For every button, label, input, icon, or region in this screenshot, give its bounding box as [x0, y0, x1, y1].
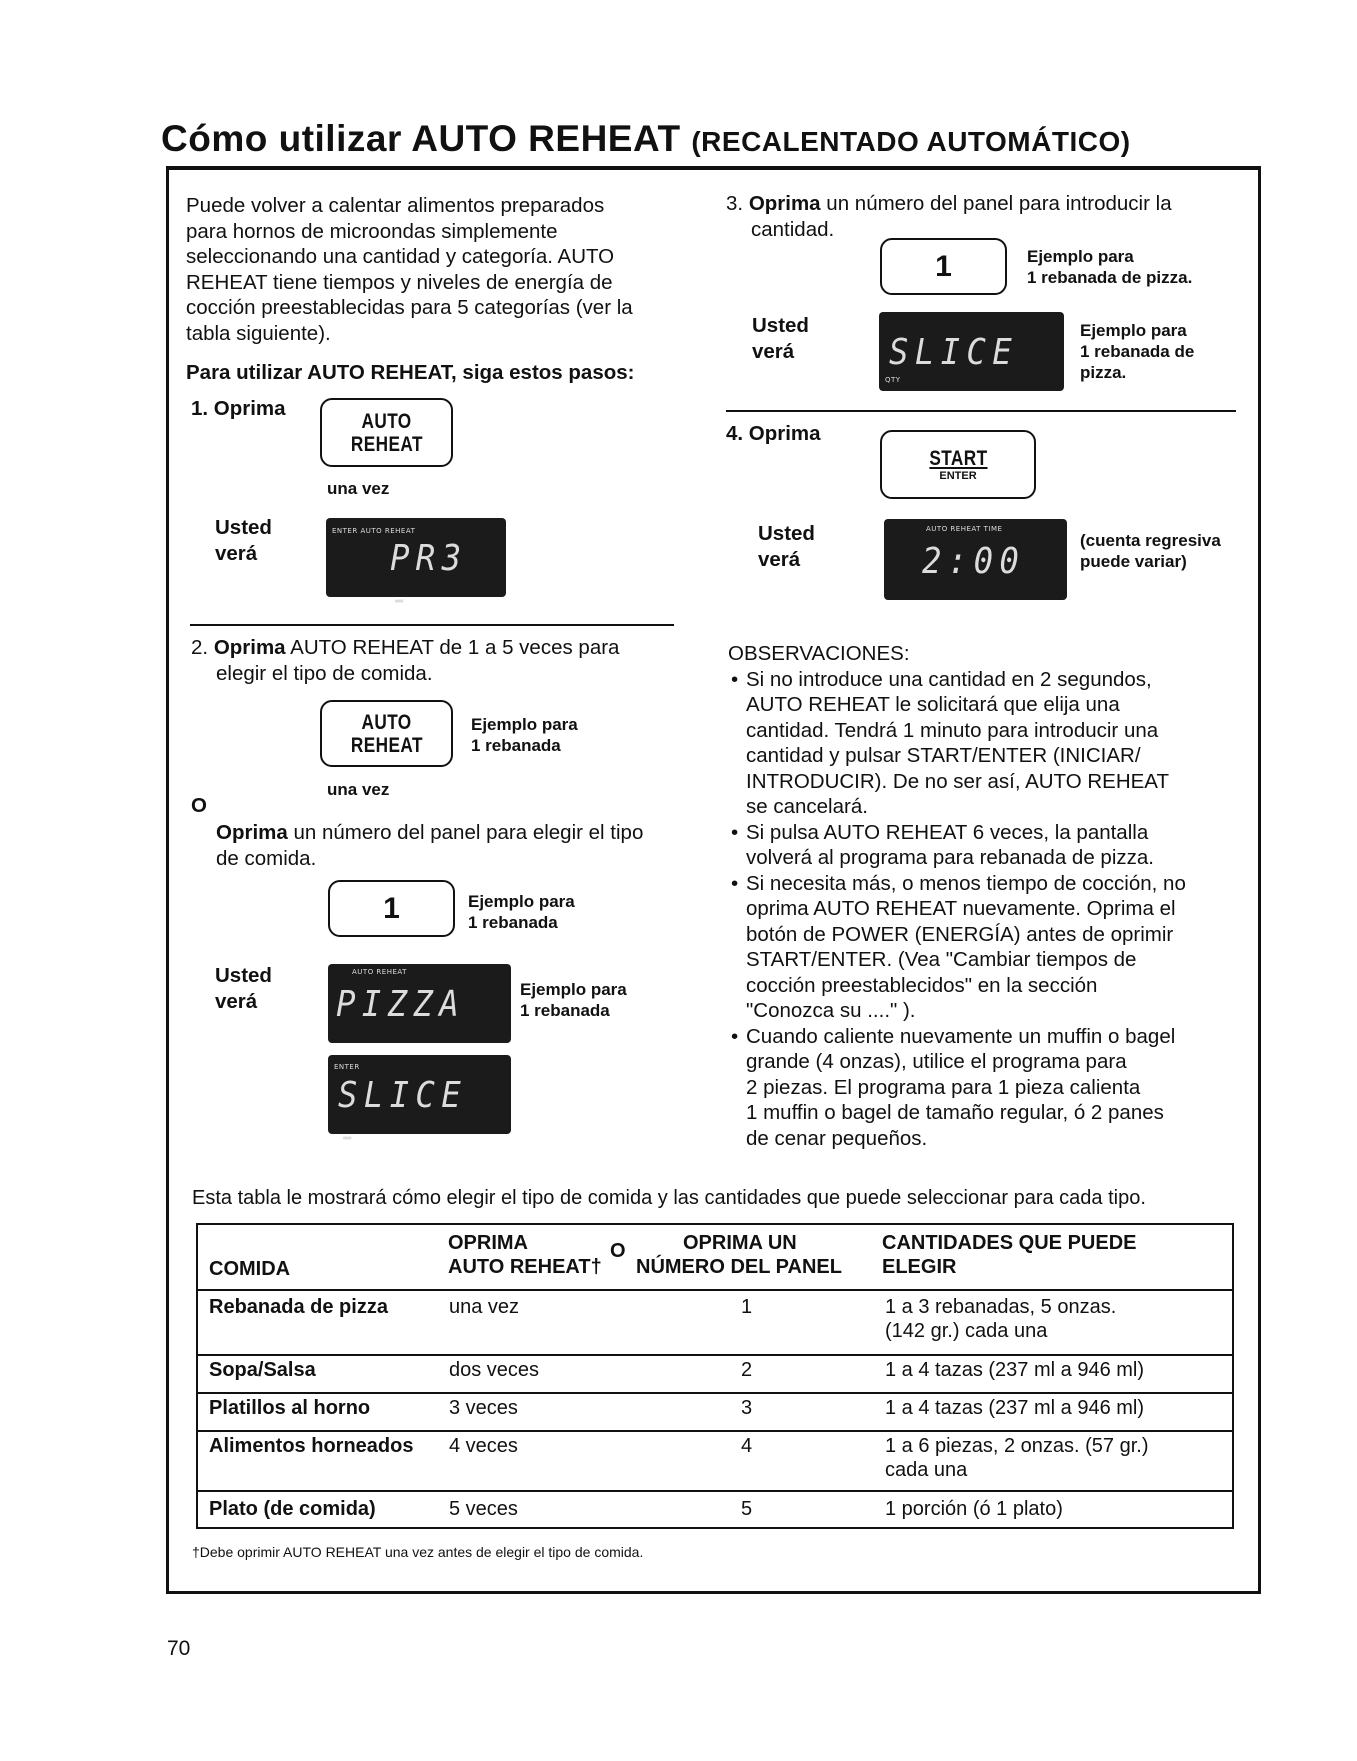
table-cell: 3 veces	[449, 1397, 518, 1419]
vera-text: verá	[752, 339, 795, 363]
button-label: REHEAT	[350, 432, 423, 456]
button-label: REHEAT	[350, 733, 423, 757]
auto-reheat-button	[320, 398, 453, 467]
example-line: Ejemplo para	[1027, 247, 1134, 266]
oven-display	[328, 1055, 511, 1157]
table-rule	[196, 1354, 1234, 1356]
title-main: Cómo utilizar AUTO REHEAT	[161, 118, 681, 159]
title-sub: (RECALENTADO AUTOMÁTICO)	[691, 126, 1131, 157]
button-label: 1	[383, 891, 400, 925]
display-indicator: ENTER AUTO REHEAT	[332, 527, 416, 535]
intro-line: Puede volver a calentar alimentos preparados	[186, 194, 605, 217]
table-rule	[196, 1430, 1234, 1432]
or-label: O	[191, 794, 207, 817]
table-cell: 5	[741, 1498, 753, 1520]
table-rule	[196, 1289, 1234, 1291]
observation-item: • Cuando caliente nuevamente un muffin o bagel grande (4 onzas), utilice el programa para 2 piezas. El programa para 1 pieza calienta 1 muffin o bagel de tamaño regular, ó 2 panes de cenar pequeños.	[731, 1024, 1176, 1150]
example-line: 1 rebanada	[520, 1001, 610, 1020]
col-header-oprima: OPRIMA AUTO REHEAT†	[448, 1232, 602, 1278]
oprima-bold: Oprima	[213, 636, 286, 659]
example-line: Ejemplo para	[1080, 321, 1187, 340]
step2-example	[471, 714, 578, 756]
number-example	[468, 891, 575, 933]
step3-line: cantidad.	[751, 217, 835, 241]
example-line: 1 rebanada de pizza.	[1027, 268, 1193, 287]
step3-example	[1027, 246, 1192, 288]
step1-label: 1. Oprima	[191, 397, 286, 420]
example-line: Ejemplo para	[520, 980, 627, 999]
step3-number: 3.	[726, 192, 744, 215]
note-line: puede variar)	[1080, 552, 1187, 571]
table-intro: Esta tabla le mostrará cómo elegir el tipo de comida y las cantidades que puede seleccionar para cada tipo.	[192, 1187, 1146, 1209]
oprima-bold: Oprima	[216, 821, 288, 844]
usted-label	[758, 521, 815, 572]
step1-caption: una vez	[327, 479, 390, 498]
intro-line: tabla siguiente).	[186, 321, 331, 345]
display-indicator: ENTER	[334, 1063, 360, 1071]
col-header-comida: COMIDA	[209, 1258, 291, 1280]
usted-label	[752, 313, 809, 364]
number-1-button	[880, 238, 1007, 295]
alt-line: un número del panel para elegir el tipo	[293, 821, 644, 844]
table-row: Plato (de comida)	[209, 1498, 376, 1520]
display-readout: 2:00	[922, 541, 1026, 582]
step2-text	[191, 635, 691, 686]
table-cell: 1 a 3 rebanadas, 5 onzas. (142 gr.) cada una	[885, 1296, 1117, 1342]
button-label: 1	[935, 249, 952, 283]
observations-list	[728, 667, 1248, 1152]
alt-line: de comida.	[216, 846, 317, 870]
number-1-button	[328, 880, 455, 937]
auto-reheat-button	[320, 700, 453, 767]
oven-display	[884, 519, 1067, 600]
observations	[728, 641, 1248, 1151]
observation-item: • Si necesita más, o menos tiempo de cocción, no oprima AUTO REHEAT nuevamente. Oprima el botón de POWER (ENERGÍA) antes de oprimir START/ENTER. (Vea "Cambiar tiempos de cocción preestablecidos" en la sección "Conozca su ...." ).	[731, 871, 1186, 1022]
table-cell: 4 veces	[449, 1435, 518, 1457]
example-line: 1 rebanada	[471, 736, 561, 755]
button-label: AUTO	[361, 710, 412, 734]
observations-heading: OBSERVACIONES:	[728, 642, 910, 665]
display-indicator: AUTO REHEAT	[352, 968, 407, 976]
table-cell: 1 a 4 tazas (237 ml a 946 ml)	[885, 1397, 1145, 1419]
table-row: Alimentos horneados	[209, 1435, 414, 1457]
vera-text: verá	[758, 547, 801, 571]
table-row: Sopa/Salsa	[209, 1359, 316, 1381]
example-line: Ejemplo para	[468, 892, 575, 911]
observation-item: • Si pulsa AUTO REHEAT 6 veces, la pantalla volverá al programa para rebanada de pizza.	[731, 820, 1154, 869]
button-label: START	[928, 447, 988, 470]
note-line: (cuenta regresiva	[1080, 531, 1221, 550]
intro-line: cocción preestablecidas para 5 categorías (ver la	[186, 296, 633, 319]
col-header-cantidades: CANTIDADES QUE PUEDE ELEGIR	[882, 1232, 1137, 1278]
intro-line: para hornos de microondas simplemente	[186, 219, 558, 243]
col-header-o: O	[610, 1240, 626, 1262]
table-cell: dos veces	[449, 1359, 540, 1381]
display-example	[520, 979, 627, 1021]
usted-text: Usted	[215, 516, 272, 539]
usted-text: Usted	[752, 314, 809, 337]
vera-text: verá	[215, 989, 258, 1013]
intro-paragraph	[186, 193, 686, 346]
table-cell: 5 veces	[449, 1498, 518, 1520]
divider	[190, 624, 674, 626]
button-label: ENTER	[939, 470, 977, 482]
step3-text	[726, 191, 1246, 242]
table-rule	[196, 1392, 1234, 1394]
example-line: pizza.	[1080, 363, 1127, 382]
step3-line: un número del panel para introducir la	[826, 192, 1172, 215]
table-cell: una vez	[449, 1296, 520, 1318]
table-row: Platillos al horno	[209, 1397, 371, 1419]
table-cell: 1 a 4 tazas (237 ml a 946 ml)	[885, 1359, 1145, 1381]
example-line: 1 rebanada de	[1080, 342, 1195, 361]
table-cell: 1	[741, 1296, 753, 1318]
step4-label: 4. Oprima	[726, 422, 821, 445]
table-cell: 1 porción (ó 1 plato)	[885, 1498, 1063, 1520]
page-title	[161, 118, 1131, 160]
oven-display	[328, 964, 511, 1043]
start-enter-button	[880, 430, 1036, 499]
oven-display	[326, 518, 506, 620]
divider	[726, 410, 1236, 412]
button-label: AUTO	[361, 409, 412, 433]
display-example	[1080, 320, 1194, 383]
display-readout: PR3 -	[390, 538, 468, 620]
display-readout: SLICE -	[338, 1075, 468, 1157]
table-cell: 2	[741, 1359, 753, 1381]
step2-alt-text	[216, 820, 696, 871]
step2-line: elegir el tipo de comida.	[216, 661, 433, 685]
observation-item: • Si no introduce una cantidad en 2 segundos, AUTO REHEAT le solicitará que elija una cantidad. Tendrá 1 minuto para introducir una cantidad y pulsar START/ENTER (INICIAR/ INTRODUCIR). De no ser así, AUTO REHEAT se cancelará.	[731, 667, 1169, 818]
table-cell: 4	[741, 1435, 753, 1457]
steps-heading: Para utilizar AUTO REHEAT, siga estos pasos:	[186, 361, 635, 384]
table-rule	[196, 1490, 1234, 1492]
intro-line: REHEAT tiene tiempos y niveles de energía de	[186, 270, 613, 294]
usted-text: Usted	[215, 964, 272, 987]
display-readout: SLICE	[889, 332, 1019, 373]
countdown-note	[1080, 530, 1221, 572]
vera-text: verá	[215, 541, 258, 565]
col-header-numero: OPRIMA UN NÚMERO DEL PANEL	[636, 1232, 842, 1278]
step2-caption: una vez	[327, 780, 390, 799]
table-cell: 3	[741, 1397, 753, 1419]
example-line: Ejemplo para	[471, 715, 578, 734]
table-footnote: †Debe oprimir AUTO REHEAT una vez antes de elegir el tipo de comida.	[192, 1544, 644, 1560]
display-readout: PIZZA	[336, 984, 466, 1025]
display-indicator: AUTO REHEAT TIME	[926, 525, 1003, 533]
oprima-bold: Oprima	[748, 192, 821, 215]
table-row: Rebanada de pizza	[209, 1296, 388, 1318]
usted-label	[215, 963, 272, 1014]
usted-text: Usted	[758, 522, 815, 545]
usted-label	[215, 515, 272, 566]
page-number: 70	[167, 1637, 191, 1660]
step2-number: 2.	[191, 636, 209, 659]
table-cell: 1 a 6 piezas, 2 onzas. (57 gr.) cada una	[885, 1435, 1149, 1481]
example-line: 1 rebanada	[468, 913, 558, 932]
intro-line: seleccionando una cantidad y categoría. AUTO	[186, 245, 615, 268]
display-indicator: QTY	[885, 376, 901, 384]
oven-display	[879, 312, 1064, 391]
step2-line: AUTO REHEAT de 1 a 5 veces para	[290, 636, 620, 659]
